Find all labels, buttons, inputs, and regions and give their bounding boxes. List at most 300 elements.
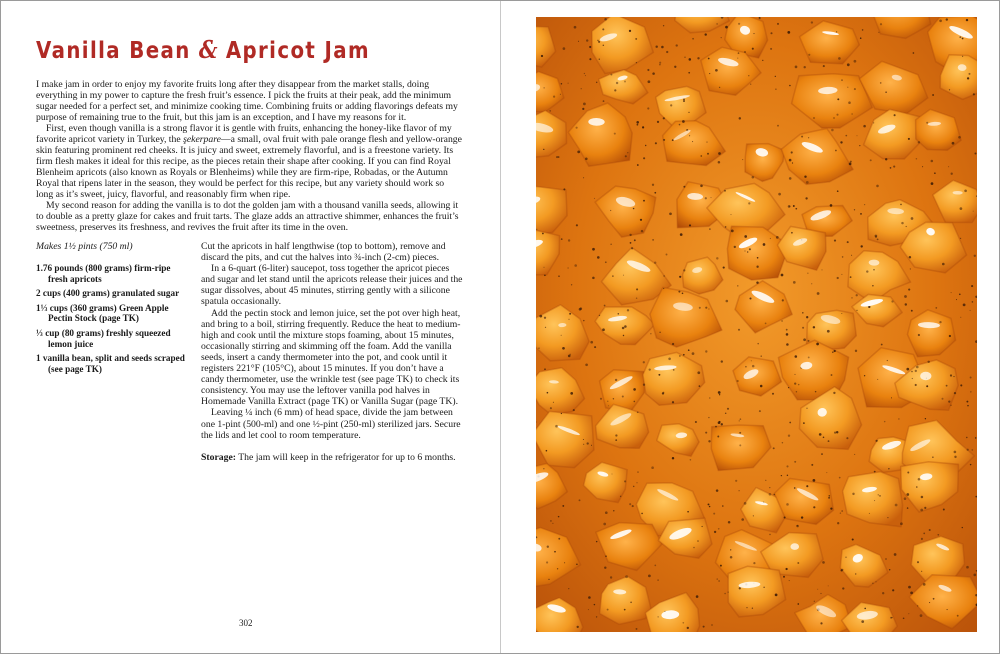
vanilla-seed	[749, 297, 751, 299]
vanilla-seed	[615, 439, 617, 441]
vanilla-seed	[627, 152, 628, 153]
vanilla-seed	[747, 251, 748, 252]
vanilla-seed	[806, 181, 809, 184]
vanilla-seed	[971, 285, 973, 287]
vanilla-seed	[943, 509, 945, 511]
vanilla-seed	[744, 250, 745, 251]
vanilla-seed	[793, 205, 795, 207]
vanilla-seed	[702, 526, 703, 527]
vanilla-seed	[966, 437, 967, 438]
vanilla-seed	[759, 410, 761, 412]
vanilla-seed	[610, 210, 611, 211]
vanilla-seed	[663, 275, 664, 276]
vanilla-seed	[848, 101, 851, 104]
vanilla-seed	[547, 392, 549, 394]
vanilla-seed	[925, 418, 926, 419]
vanilla-seed	[576, 127, 578, 129]
vanilla-seed	[688, 72, 690, 74]
vanilla-seed	[880, 23, 882, 25]
vanilla-seed	[605, 261, 607, 263]
vanilla-seed	[605, 555, 607, 557]
vanilla-seed	[876, 440, 878, 442]
vanilla-seed	[752, 365, 755, 368]
vanilla-seed	[841, 510, 843, 512]
intro-paragraph-1: I make jam in order to enjoy my favorite fruits long after they disappear from the market stalls, doing everything in my power to capture the fresh fruit’s essence. I pick the fruits at their peak, add the minimum sugar needed for a perfect set, and minimize cooking time. Combining fruits or adding flavorings defeats my purpose of remaining true to the fruit, but this jam is an exception, and I have my reasons for it.	[36, 79, 458, 123]
vanilla-seed	[705, 350, 707, 352]
vanilla-seed	[907, 507, 909, 509]
vanilla-seed	[769, 493, 772, 496]
vanilla-seed	[552, 523, 553, 524]
vanilla-seed	[592, 277, 595, 280]
vanilla-seed	[658, 616, 659, 617]
vanilla-seed	[560, 94, 561, 95]
vanilla-seed	[731, 230, 734, 233]
vanilla-seed	[725, 26, 728, 29]
vanilla-seed	[962, 527, 963, 528]
vanilla-seed	[851, 297, 852, 298]
vanilla-seed	[907, 472, 909, 474]
vanilla-seed	[583, 103, 586, 106]
vanilla-seed	[697, 57, 699, 59]
vanilla-seed	[730, 556, 733, 559]
vanilla-seed	[954, 456, 956, 458]
vanilla-seed	[624, 325, 627, 328]
vanilla-seed	[917, 605, 918, 606]
storage-note	[201, 452, 463, 463]
vanilla-seed	[821, 269, 822, 270]
vanilla-seed	[850, 276, 852, 278]
vanilla-seed	[949, 335, 951, 337]
page-number: 302	[239, 618, 253, 628]
syrup-glint	[920, 372, 931, 380]
ingredient-item: ⅓ cup (80 grams) freshly squeezed lemon juice	[36, 327, 171, 349]
vanilla-seed	[894, 553, 897, 556]
vanilla-seed	[786, 465, 788, 467]
vanilla-seed	[850, 161, 852, 163]
vanilla-seed	[845, 557, 846, 558]
vanilla-seed	[672, 139, 674, 141]
vanilla-seed	[792, 162, 793, 163]
vanilla-seed	[832, 351, 834, 353]
vanilla-seed	[783, 576, 785, 578]
vanilla-seed	[585, 75, 586, 76]
vanilla-seed	[813, 506, 815, 508]
vanilla-seed	[577, 151, 580, 154]
vanilla-seed	[739, 117, 741, 119]
vanilla-seed	[739, 432, 741, 434]
vanilla-seed	[683, 100, 685, 102]
vanilla-seed	[875, 581, 876, 582]
vanilla-seed	[967, 77, 969, 79]
vanilla-seed	[544, 368, 546, 370]
vanilla-seed	[627, 309, 629, 311]
vanilla-seed	[630, 242, 632, 244]
vanilla-seed	[861, 245, 863, 247]
vanilla-seed	[636, 62, 637, 63]
vanilla-seed	[738, 23, 740, 25]
vanilla-seed	[583, 444, 584, 445]
vanilla-seed	[583, 320, 584, 321]
vanilla-seed	[775, 76, 776, 77]
vanilla-seed	[657, 579, 659, 581]
vanilla-seed	[676, 44, 678, 46]
vanilla-seed	[761, 356, 762, 357]
vanilla-seed	[620, 496, 621, 497]
vanilla-seed	[607, 401, 608, 402]
vanilla-seed	[637, 472, 638, 473]
vanilla-seed	[592, 248, 595, 251]
vanilla-seed	[929, 529, 931, 531]
method-step: Add the pectin stock and lemon juice, set the pot over high heat, and bring to a boil, stirring frequently. Reduce the heat to medium-high and cook until the mixture stops foaming, about 15 minutes, occasionally stirring and skimming off the foam. Add the vanilla seeds, insert a candy thermometer into the pot, and cook until it registers 221°F (105°C), about 15 minutes. If you don’t have a candy thermometer, use the wrinkle test (see page TK) to check its consistency. You may use the leftover vanilla pod halves in Homemade Vanilla Extract (page TK) or Vanilla Sugar (page TK).	[201, 307, 461, 408]
vanilla-seed	[891, 300, 893, 302]
page-gutter	[500, 1, 501, 653]
vanilla-seed	[550, 407, 552, 409]
vanilla-seed	[803, 422, 805, 424]
vanilla-seed	[625, 155, 627, 157]
vanilla-seed	[905, 303, 907, 305]
vanilla-seed	[813, 326, 815, 328]
vanilla-seed	[915, 384, 917, 386]
vanilla-seed	[876, 185, 879, 188]
vanilla-seed	[579, 499, 581, 501]
vanilla-seed	[835, 150, 837, 152]
vanilla-seed	[842, 256, 844, 258]
vanilla-seed	[951, 292, 952, 293]
vanilla-seed	[658, 374, 660, 376]
vanilla-seed	[614, 89, 616, 91]
vanilla-seed	[924, 507, 926, 509]
vanilla-seed	[708, 503, 710, 505]
vanilla-seed	[770, 48, 772, 50]
vanilla-seed	[538, 348, 539, 349]
apricot-jam-photo	[536, 17, 977, 632]
vanilla-seed	[652, 72, 655, 75]
vanilla-seed	[708, 440, 710, 442]
vanilla-seed	[563, 47, 566, 50]
vanilla-seed	[918, 478, 921, 481]
vanilla-seed	[568, 239, 570, 241]
vanilla-seed	[787, 31, 790, 34]
vanilla-seed	[687, 511, 689, 513]
vanilla-seed	[887, 360, 888, 361]
vanilla-seed	[558, 156, 560, 158]
vanilla-seed	[735, 480, 737, 482]
vanilla-seed	[721, 423, 723, 425]
vanilla-seed	[599, 59, 600, 60]
vanilla-seed	[864, 375, 865, 376]
vanilla-seed	[931, 182, 934, 185]
vanilla-seed	[906, 226, 907, 227]
vanilla-seed	[841, 313, 842, 314]
recipe-yield: Makes 1½ pints (750 ml)	[36, 241, 133, 252]
vanilla-seed	[956, 299, 957, 300]
vanilla-seed	[550, 520, 552, 522]
vanilla-seed	[921, 496, 924, 499]
vanilla-seed	[574, 264, 577, 267]
vanilla-seed	[763, 587, 764, 588]
vanilla-seed	[831, 129, 834, 132]
vanilla-seed	[561, 335, 562, 336]
vanilla-seed	[655, 45, 657, 47]
vanilla-seed	[869, 513, 870, 514]
vanilla-seed	[558, 516, 560, 518]
vanilla-seed	[849, 163, 852, 166]
vanilla-seed	[872, 285, 873, 286]
vanilla-seed	[655, 142, 657, 144]
vanilla-seed	[959, 294, 961, 296]
method-step: In a 6-quart (6-liter) saucepot, toss together the apricot pieces and sugar and let stand until the apricots release their juices and the sugar dissolves, about 45 minutes, stirring gently with a silicone spatula occasionally.	[201, 263, 463, 308]
vanilla-seed	[570, 392, 573, 395]
vanilla-seed	[831, 374, 833, 376]
vanilla-seed	[797, 525, 798, 526]
vanilla-seed	[553, 402, 554, 403]
vanilla-seed	[841, 569, 843, 571]
vanilla-seed	[633, 486, 635, 488]
vanilla-seed	[802, 327, 804, 329]
vanilla-seed	[813, 479, 816, 482]
vanilla-seed	[839, 477, 841, 479]
vanilla-seed	[795, 66, 798, 69]
storage-text: The jam will keep in the refrigerator for up to 6 months.	[235, 451, 456, 463]
vanilla-seed	[909, 256, 911, 258]
vanilla-seed	[951, 173, 953, 175]
vanilla-seed	[716, 257, 718, 259]
vanilla-seed	[962, 38, 964, 40]
vanilla-seed	[582, 108, 584, 110]
vanilla-seed	[855, 350, 857, 352]
vanilla-seed	[697, 540, 699, 542]
vanilla-seed	[568, 355, 571, 358]
vanilla-seed	[730, 214, 731, 215]
vanilla-seed	[898, 418, 899, 419]
vanilla-seed	[611, 473, 612, 474]
vanilla-seed	[652, 184, 654, 186]
vanilla-seed	[895, 504, 898, 507]
vanilla-seed	[834, 432, 836, 434]
vanilla-seed	[689, 58, 692, 61]
vanilla-seed	[778, 193, 781, 196]
vanilla-seed	[663, 25, 664, 26]
vanilla-seed	[877, 379, 878, 380]
vanilla-seed	[549, 110, 551, 112]
vanilla-seed	[891, 617, 892, 618]
storage-label: Storage:	[201, 451, 236, 463]
vanilla-seed	[692, 141, 693, 142]
vanilla-seed	[837, 98, 839, 100]
ingredient-item: 1.76 pounds (800 grams) firm-ripe fresh apricots	[36, 263, 171, 284]
vanilla-seed	[600, 398, 602, 400]
vanilla-seed	[697, 371, 700, 374]
vanilla-seed	[892, 589, 894, 591]
vanilla-seed	[700, 185, 703, 188]
vanilla-seed	[802, 312, 804, 314]
vanilla-seed	[568, 588, 569, 589]
vanilla-seed	[806, 316, 808, 318]
vanilla-seed	[952, 142, 955, 145]
vanilla-seed	[890, 167, 892, 169]
vanilla-seed	[666, 51, 668, 53]
vanilla-seed	[776, 236, 779, 239]
vanilla-seed	[659, 64, 661, 66]
vanilla-seed	[932, 457, 933, 458]
vanilla-seed	[833, 117, 834, 118]
vanilla-seed	[894, 114, 896, 116]
vanilla-seed	[847, 241, 849, 243]
vanilla-seed	[740, 418, 742, 420]
vanilla-seed	[781, 274, 784, 277]
vanilla-seed	[796, 391, 797, 392]
vanilla-seed	[763, 243, 766, 246]
vanilla-seed	[674, 66, 676, 68]
vanilla-seed	[721, 37, 722, 38]
vanilla-seed	[574, 26, 577, 29]
vanilla-seed	[541, 55, 543, 57]
vanilla-seed	[904, 295, 907, 298]
vanilla-seed	[893, 166, 895, 168]
recipe-title	[36, 35, 370, 64]
vanilla-seed	[634, 401, 636, 403]
vanilla-seed	[663, 139, 665, 141]
title-part2: Apricot Jam	[225, 38, 370, 64]
vanilla-seed	[629, 234, 631, 236]
vanilla-seed	[714, 531, 716, 533]
vanilla-seed	[808, 340, 810, 342]
vanilla-seed	[949, 89, 950, 90]
vanilla-seed	[705, 307, 707, 309]
vanilla-seed	[970, 310, 971, 311]
vanilla-seed	[604, 305, 606, 307]
vanilla-seed	[782, 299, 784, 301]
vanilla-seed	[585, 158, 588, 161]
vanilla-seed	[834, 240, 836, 242]
vanilla-seed	[643, 157, 645, 159]
vanilla-seed	[699, 307, 701, 309]
vanilla-seed	[725, 226, 727, 228]
vanilla-seed	[586, 39, 588, 41]
vanilla-seed	[666, 254, 668, 256]
vanilla-seed	[803, 338, 806, 341]
vanilla-seed	[840, 512, 841, 513]
vanilla-seed	[591, 445, 592, 446]
vanilla-seed	[757, 257, 759, 259]
vanilla-seed	[970, 464, 971, 465]
vanilla-seed	[859, 145, 860, 146]
vanilla-seed	[568, 319, 569, 320]
vanilla-seed	[794, 461, 796, 463]
vanilla-seed	[903, 617, 905, 619]
vanilla-seed	[932, 94, 934, 96]
vanilla-seed	[939, 19, 942, 22]
vanilla-seed	[699, 385, 701, 387]
vanilla-seed	[573, 409, 575, 411]
vanilla-seed	[760, 385, 763, 388]
vanilla-seed	[872, 583, 873, 584]
vanilla-seed	[555, 425, 558, 428]
vanilla-seed	[544, 87, 545, 88]
vanilla-seed	[583, 177, 584, 178]
vanilla-seed	[650, 333, 651, 334]
vanilla-seed	[581, 88, 582, 89]
vanilla-seed	[960, 384, 962, 386]
vanilla-seed	[718, 152, 721, 155]
vanilla-seed	[846, 437, 848, 439]
vanilla-seed	[741, 518, 744, 521]
vanilla-seed	[613, 510, 614, 511]
vanilla-seed	[873, 122, 874, 123]
vanilla-seed	[636, 628, 638, 630]
vanilla-seed	[683, 269, 685, 271]
vanilla-seed	[718, 528, 720, 530]
vanilla-seed	[561, 238, 563, 240]
vanilla-seed	[918, 334, 920, 336]
vanilla-seed	[884, 421, 885, 422]
vanilla-seed	[603, 100, 605, 102]
vanilla-seed	[568, 83, 569, 84]
vanilla-seed	[623, 275, 624, 276]
vanilla-seed	[852, 493, 854, 495]
vanilla-seed	[641, 230, 643, 232]
title-part1: Vanilla Bean	[36, 38, 191, 64]
vanilla-seed	[759, 17, 761, 19]
vanilla-seed	[589, 46, 591, 48]
vanilla-seed	[663, 288, 664, 289]
vanilla-seed	[953, 376, 954, 377]
vanilla-seed	[661, 46, 664, 49]
ingredient-list	[36, 263, 186, 378]
vanilla-seed	[590, 341, 593, 344]
vanilla-seed	[583, 439, 584, 440]
vanilla-seed	[786, 343, 789, 346]
vanilla-seed	[745, 366, 747, 368]
vanilla-seed	[852, 538, 854, 540]
vanilla-seed	[784, 517, 786, 519]
vanilla-seed	[588, 596, 591, 599]
ingredient-item: 2 cups (400 grams) granulated sugar	[36, 288, 180, 299]
vanilla-seed	[960, 317, 961, 318]
vanilla-seed	[877, 239, 879, 241]
vanilla-seed	[539, 315, 542, 318]
vanilla-seed	[543, 149, 544, 150]
vanilla-seed	[611, 244, 612, 245]
vanilla-seed	[789, 422, 791, 424]
vanilla-seed	[618, 313, 620, 315]
vanilla-seed	[633, 388, 636, 391]
vanilla-seed	[546, 450, 548, 452]
vanilla-seed	[636, 288, 638, 290]
vanilla-seed	[668, 358, 671, 361]
vanilla-seed	[711, 624, 712, 625]
vanilla-seed	[622, 327, 625, 330]
vanilla-seed	[888, 468, 889, 469]
vanilla-seed	[584, 73, 585, 74]
vanilla-seed	[770, 238, 771, 239]
vanilla-seed	[580, 307, 583, 310]
vanilla-seed	[860, 213, 862, 215]
vanilla-seed	[608, 405, 609, 406]
vanilla-seed	[625, 575, 628, 578]
vanilla-seed	[563, 188, 565, 190]
vanilla-seed	[721, 360, 723, 362]
vanilla-seed	[887, 517, 888, 518]
vanilla-seed	[822, 561, 825, 564]
vanilla-seed	[706, 141, 707, 142]
vanilla-seed	[737, 285, 738, 286]
vanilla-seed	[823, 65, 825, 67]
vanilla-seed	[709, 228, 710, 229]
vanilla-seed	[707, 153, 709, 155]
vanilla-seed	[804, 66, 806, 68]
vanilla-seed	[862, 29, 864, 31]
